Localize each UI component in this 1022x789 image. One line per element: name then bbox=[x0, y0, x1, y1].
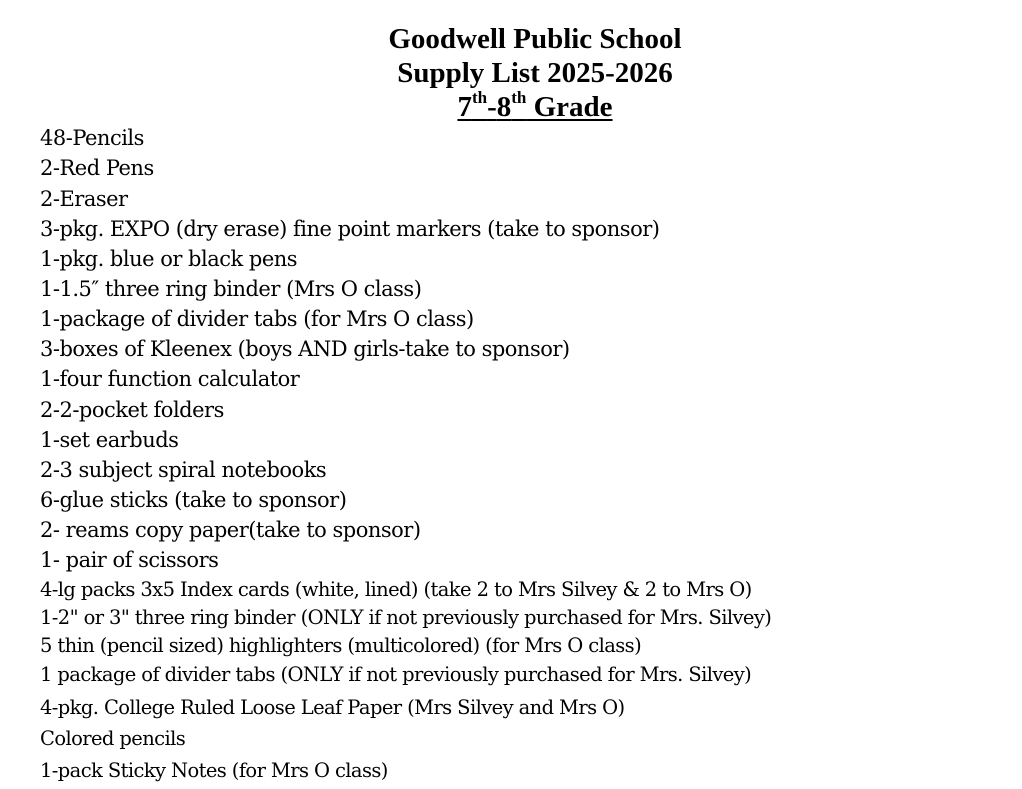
list-item: 2-3 subject spiral notebooks bbox=[40, 458, 327, 482]
list-item: 1-1.5″ three ring binder (Mrs O class) bbox=[40, 277, 422, 301]
list-item: 1 package of divider tabs (ONLY if not previously purchased for Mrs. Silvey) bbox=[40, 663, 752, 686]
list-item: 1-2" or 3" three ring binder (ONLY if not previously purchased for Mrs. Silvey) bbox=[40, 606, 772, 629]
list-item: 48-Pencils bbox=[40, 126, 144, 150]
list-item: 1-pack Sticky Notes (for Mrs O class) bbox=[40, 759, 388, 782]
grade-heading-text bbox=[457, 90, 612, 124]
list-item: 5 thin (pencil sized) highlighters (multicolored) (for Mrs O class) bbox=[40, 634, 642, 657]
list-item: 1-set earbuds bbox=[40, 428, 179, 452]
grade-heading bbox=[0, 90, 1022, 124]
grade-start: 7 bbox=[457, 91, 472, 123]
grade-end-suffix: th bbox=[511, 88, 527, 108]
grade-start-suffix: th bbox=[471, 88, 488, 108]
supply-list-title: Supply List 2025-2026 bbox=[397, 57, 673, 89]
grade-separator: - bbox=[487, 91, 497, 123]
grade-word: Grade bbox=[526, 91, 613, 123]
list-item: 1-pkg. blue or black pens bbox=[40, 247, 298, 271]
list-item: 1- pair of scissors bbox=[40, 548, 219, 572]
school-name: Goodwell Public School bbox=[388, 23, 682, 55]
list-item: 3-boxes of Kleenex (boys AND girls-take to sponsor) bbox=[40, 337, 570, 361]
list-item: 3-pkg. EXPO (dry erase) fine point markers (take to sponsor) bbox=[40, 217, 660, 241]
list-item: 4-lg packs 3x5 Index cards (white, lined) (take 2 to Mrs Silvey & 2 to Mrs O) bbox=[40, 578, 752, 601]
list-item: 4-pkg. College Ruled Loose Leaf Paper (Mrs Silvey and Mrs O) bbox=[40, 696, 625, 719]
list-item: 2- reams copy paper(take to sponsor) bbox=[40, 518, 421, 542]
list-item: 2-2-pocket folders bbox=[40, 398, 224, 422]
list-item: 2-Red Pens bbox=[40, 156, 154, 180]
list-item: 2-Eraser bbox=[40, 187, 128, 211]
list-item: Colored pencils bbox=[40, 727, 186, 750]
list-item: 6-glue sticks (take to sponsor) bbox=[40, 488, 347, 512]
grade-end: 8 bbox=[496, 91, 512, 123]
document-header bbox=[0, 22, 1022, 124]
list-item: 1-package of divider tabs (for Mrs O class) bbox=[40, 307, 474, 331]
list-item: 1-four function calculator bbox=[40, 367, 300, 391]
